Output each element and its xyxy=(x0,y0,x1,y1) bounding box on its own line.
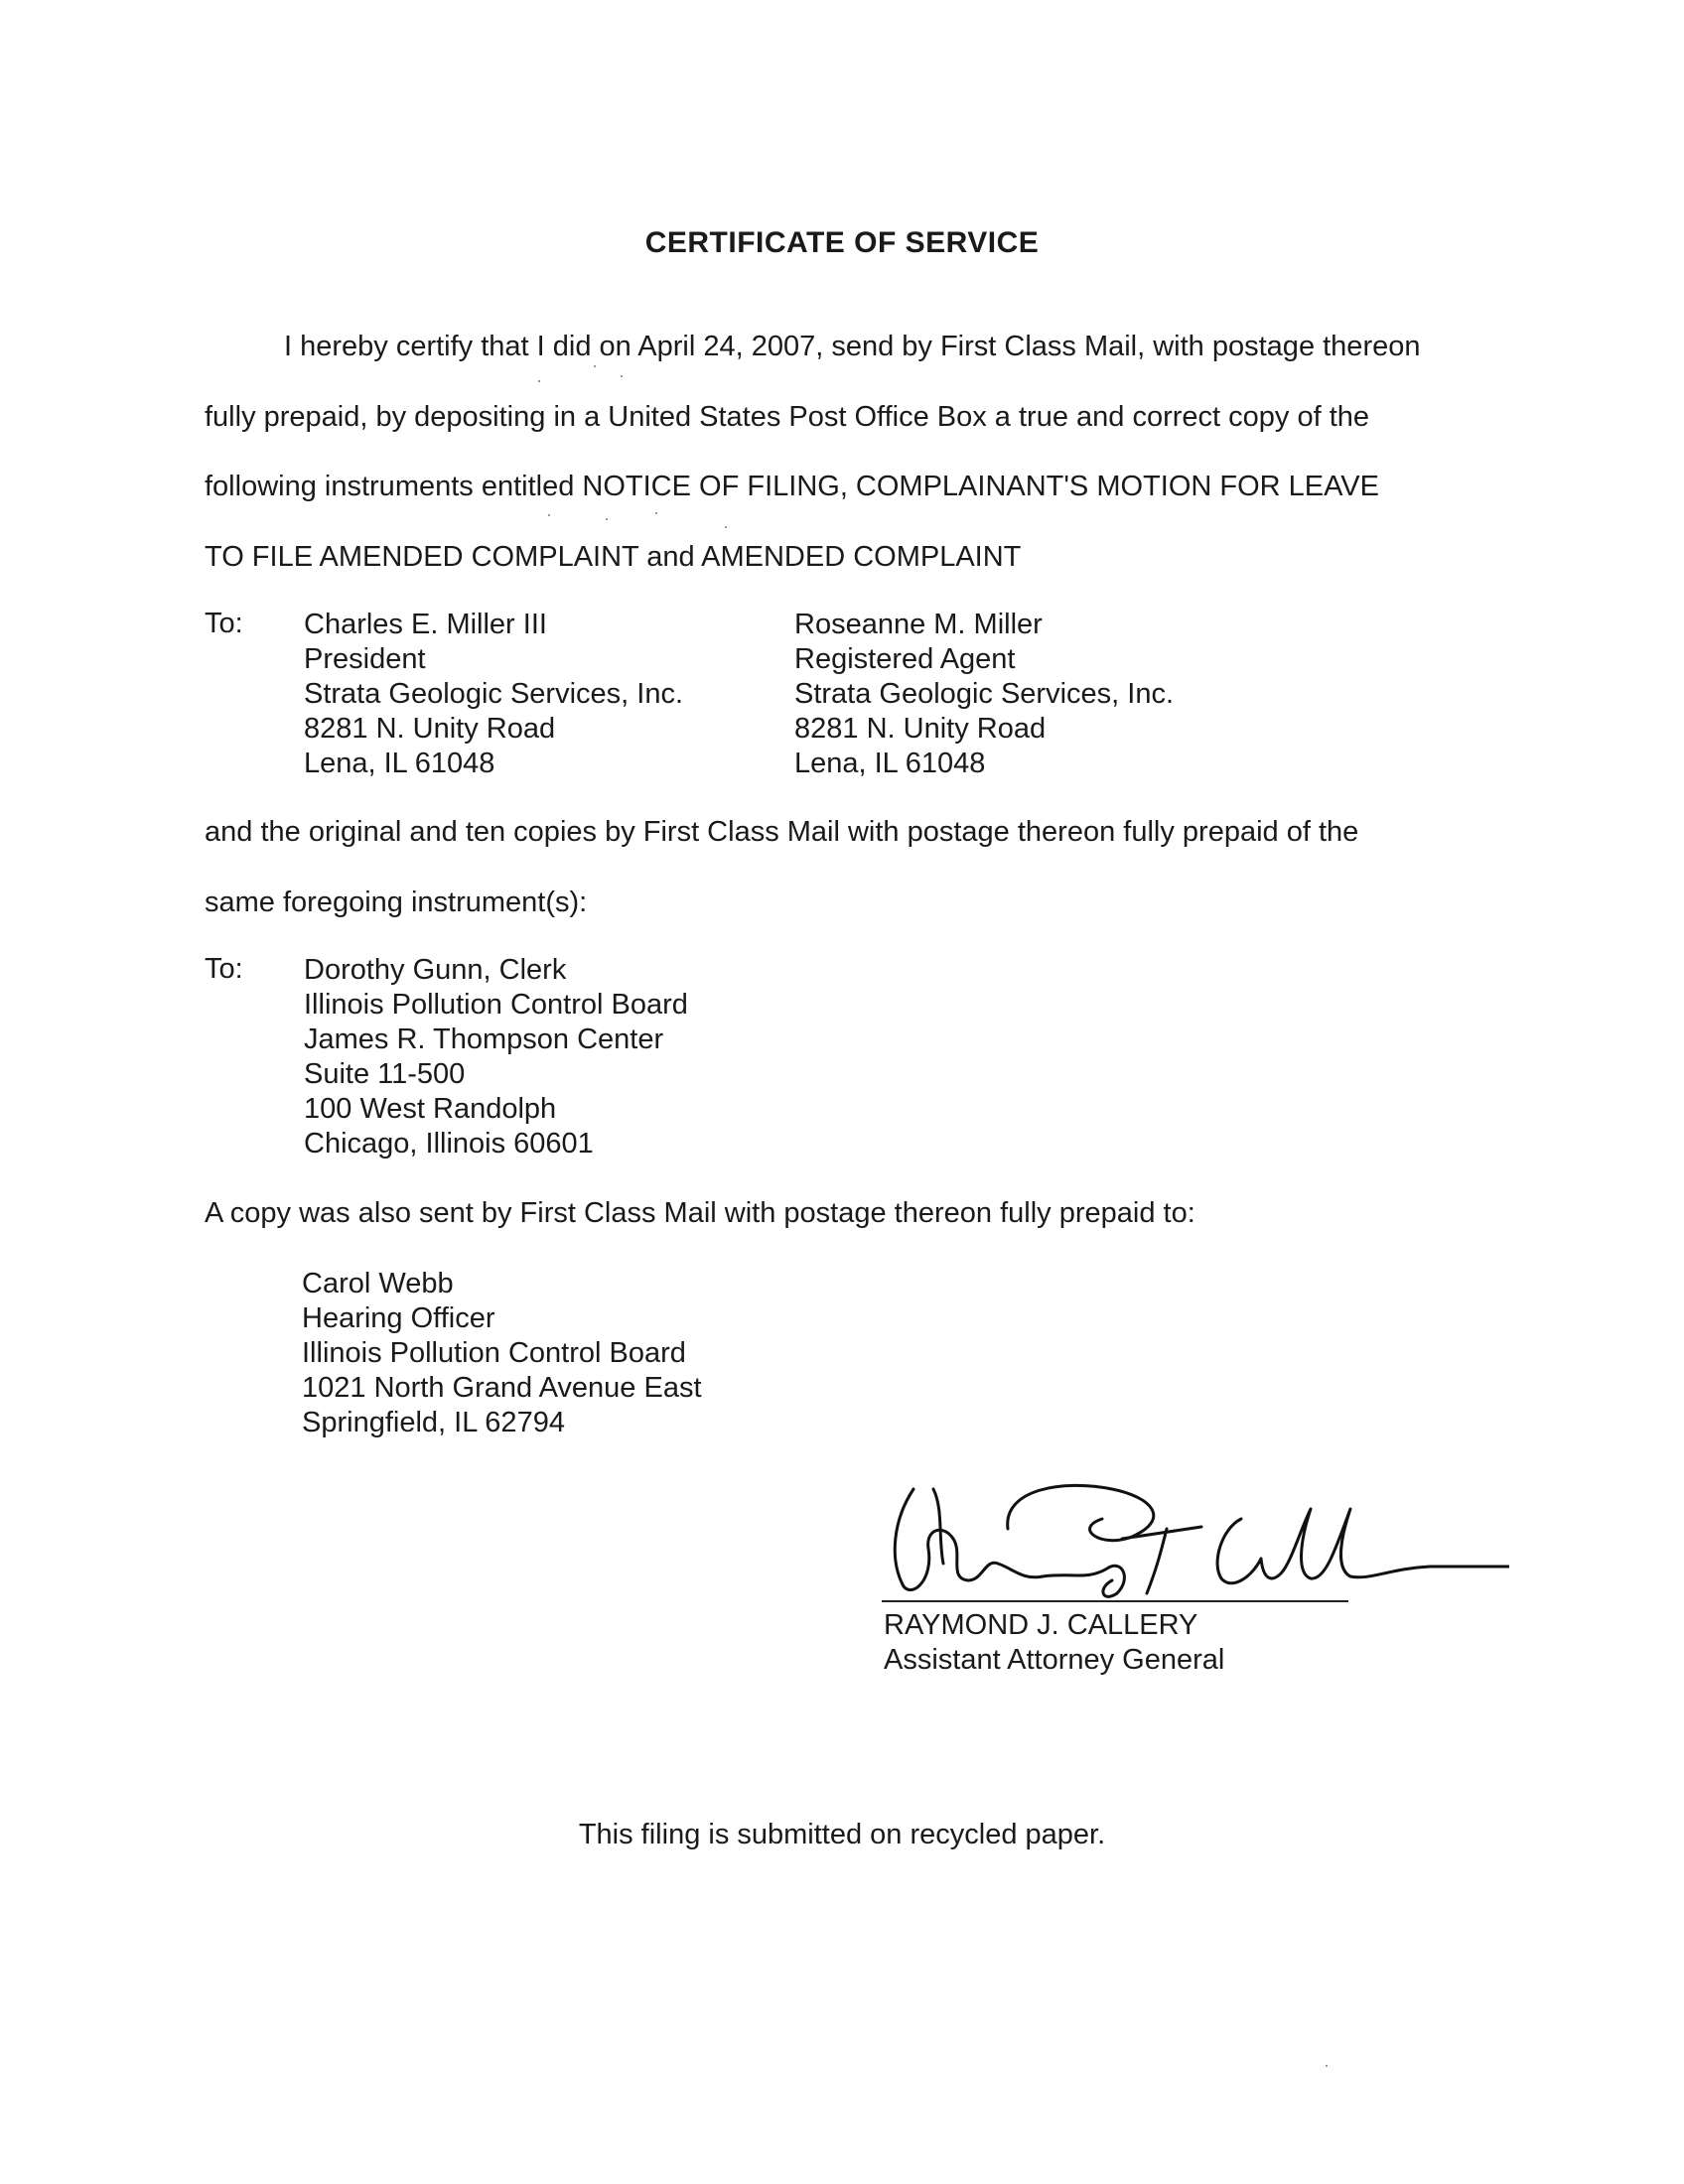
clerk-street: 100 West Randolph xyxy=(304,1093,557,1125)
recipient2-company: Strata Geologic Services, Inc. xyxy=(794,678,1174,710)
recipient2-address xyxy=(794,608,1174,781)
paragraph1-line4: TO FILE AMENDED COMPLAINT and AMENDED COMPLAINT xyxy=(205,541,1022,573)
recipient1-street: 8281 N. Unity Road xyxy=(304,713,556,745)
paragraph2-line2: same foregoing instrument(s): xyxy=(205,887,588,918)
hearing-officer-street: 1021 North Grand Avenue East xyxy=(302,1372,702,1404)
paragraph1-line2: fully prepaid, by depositing in a United States Post Office Box a true and correct copy of the xyxy=(205,401,1370,433)
hearing-officer-name: Carol Webb xyxy=(302,1268,454,1299)
paragraph2-line1: and the original and ten copies by First Class Mail with postage thereon fully prepaid of the xyxy=(205,816,1359,848)
recipient2-street: 8281 N. Unity Road xyxy=(794,713,1047,745)
to-label-2: To: xyxy=(205,953,243,985)
hearing-officer-address xyxy=(302,1267,702,1440)
clerk-name: Dorothy Gunn, Clerk xyxy=(304,954,567,986)
scan-speck xyxy=(1326,2065,1328,2067)
hearing-officer-title: Hearing Officer xyxy=(302,1302,495,1334)
hearing-officer-org: Illinois Pollution Control Board xyxy=(302,1337,686,1369)
scan-speck xyxy=(621,375,623,377)
scan-speck xyxy=(725,526,727,528)
signature-image xyxy=(874,1469,1509,1608)
scan-speck xyxy=(606,518,608,520)
hearing-officer-city: Springfield, IL 62794 xyxy=(302,1407,565,1438)
signer-block xyxy=(884,1608,1224,1678)
scan-speck xyxy=(548,514,550,516)
recipient2-title: Registered Agent xyxy=(794,643,1016,675)
recipient1-title: President xyxy=(304,643,426,675)
clerk-suite: Suite 11-500 xyxy=(304,1058,466,1090)
clerk-org: Illinois Pollution Control Board xyxy=(304,989,688,1021)
footer-note: This filing is submitted on recycled paper. xyxy=(578,1819,1106,1850)
recipient2-city: Lena, IL 61048 xyxy=(794,748,986,779)
scan-speck xyxy=(594,365,596,367)
paragraph3: A copy was also sent by First Class Mail with postage thereon fully prepaid to: xyxy=(205,1197,1195,1229)
signer-name: RAYMOND J. CALLERY xyxy=(884,1609,1198,1641)
recipient1-city: Lena, IL 61048 xyxy=(304,748,495,779)
signer-title: Assistant Attorney General xyxy=(884,1644,1225,1676)
paragraph1-line1: I hereby certify that I did on April 24, 2007, send by First Class Mail, with postage thereon xyxy=(284,331,1421,362)
document-title: CERTIFICATE OF SERVICE xyxy=(644,226,1040,259)
clerk-address xyxy=(304,953,688,1161)
recipient1-address xyxy=(304,608,683,781)
clerk-city: Chicago, Illinois 60601 xyxy=(304,1128,594,1160)
scan-speck xyxy=(538,380,540,382)
clerk-building: James R. Thompson Center xyxy=(304,1024,664,1055)
signature-line xyxy=(882,1600,1348,1602)
recipient2-name: Roseanne M. Miller xyxy=(794,609,1043,640)
to-label-1: To: xyxy=(205,608,243,639)
recipient1-company: Strata Geologic Services, Inc. xyxy=(304,678,683,710)
paragraph1-line3: following instruments entitled NOTICE OF FILING, COMPLAINANT'S MOTION FOR LEAVE xyxy=(205,471,1379,502)
scan-speck xyxy=(655,512,657,514)
recipient1-name: Charles E. Miller III xyxy=(304,609,547,640)
